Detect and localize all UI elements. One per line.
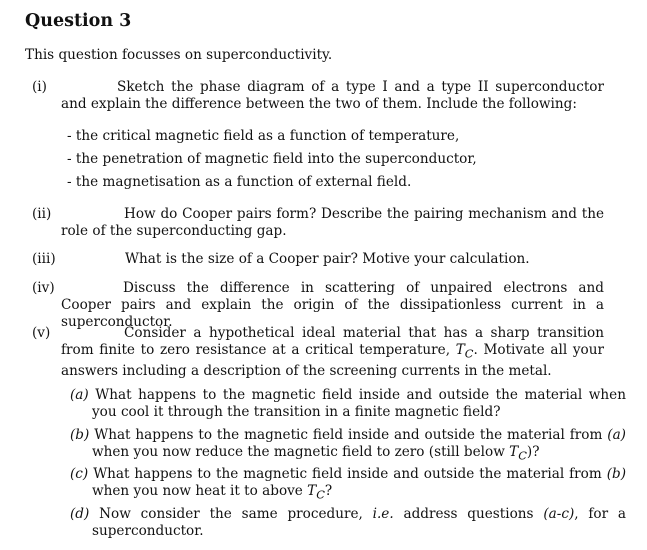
item-v — [32, 325, 604, 380]
item-number: (ii) — [32, 206, 52, 222]
item-number: (v) — [32, 325, 51, 341]
subquestion-label: (b) — [70, 427, 90, 443]
item-text: How do Cooper pairs form? Describe the pairing mechanism and the role of the superconducting gap. — [61, 206, 604, 239]
bullet-item: - the magnetisation as a function of external field. — [67, 174, 412, 190]
bullet-item: - the critical magnetic field as a function of temperature, — [67, 128, 460, 144]
tc-symbol: $T_C$ — [509, 444, 527, 463]
question-title: Question 3 — [25, 11, 132, 31]
item-number: (iv) — [32, 280, 55, 296]
tc-symbol: $T_C$ — [307, 483, 325, 502]
subquestion-b: (b) What happens to the magnetic field inside and outside the material from (a) when you now reduce the magnetic field to zero (still below $T_C$)? — [70, 427, 626, 463]
intro-text: This question focusses on superconductivity. — [25, 47, 333, 63]
subquestion-c: (c) What happens to the magnetic field inside and outside the material from (b) when you now heat it to above $T_C$? — [70, 466, 626, 502]
tc-symbol: $T_C$ — [455, 342, 474, 361]
item-text: Discuss the difference in scattering of unpaired electrons and Cooper pairs and explain the origin of the dissipationless current in a superconductor. — [61, 280, 604, 330]
subquestion-d: (d) Now consider the same procedure, i.e. address questions (a-c), for a superconductor. — [70, 506, 627, 539]
item-i — [32, 79, 604, 113]
subquestion-label: (c) — [70, 466, 89, 482]
bullet-list — [67, 128, 477, 197]
subquestion-label: (a) — [70, 387, 89, 403]
subquestion-text: What happens to the magnetic field inside and outside the material when you cool it through the transition in a finite magnetic field? — [92, 387, 626, 420]
item-ii — [32, 206, 604, 240]
item-text: What is the size of a Cooper pair? Motive your calculation. — [125, 251, 530, 267]
subquestion-label: (d) — [70, 506, 90, 522]
bullet-item: - the penetration of magnetic field into the superconductor, — [67, 151, 477, 167]
item-iii — [32, 251, 604, 268]
item-text: Sketch the phase diagram of a type I and a type II superconductor and explain the difference between the two of them. Include the following: — [61, 79, 604, 112]
item-number: (i) — [32, 79, 47, 95]
item-number: (iii) — [32, 251, 56, 267]
item-text: Consider a hypothetical ideal material that has a sharp transition from finite to zero resistance at a critical temperature, $T_C$. Motivate all your answers including a description of the screening currents in the metal. — [61, 325, 604, 379]
subquestion-a — [70, 387, 626, 421]
item-iv — [32, 280, 604, 331]
